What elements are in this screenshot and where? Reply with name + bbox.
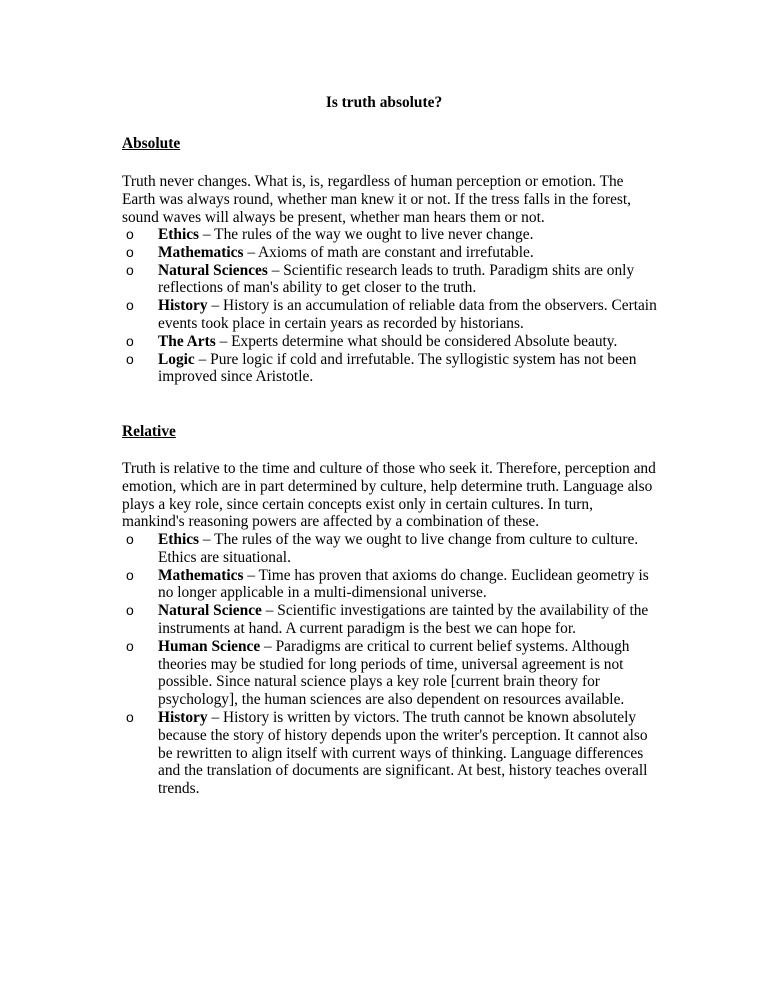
bullet-marker: o: [126, 602, 134, 619]
bullet-text: History is an accumulation of reliable data from the observers. Certain events took place in certain years as recorded by historians.: [158, 297, 657, 332]
bullet-dash: –: [261, 602, 278, 620]
bullet-term: History: [158, 297, 208, 315]
list-item: [122, 333, 657, 351]
bullet-dash: –: [260, 637, 276, 655]
section-heading-relative: Relative: [122, 423, 176, 440]
list-item: [122, 297, 657, 333]
bullet-term: Human Science: [158, 637, 261, 655]
list-item: [122, 638, 657, 709]
bullet-term: Mathematics: [158, 243, 244, 261]
bullet-marker: o: [126, 226, 134, 242]
bullet-text: Paradigms are critical to current belief systems. Although theories may be studied for long periods of time, universal agreement is not possible. Since natural science plays a key role [current brain theory for psychology], the human sciences are also dependent on resources available.: [158, 637, 630, 709]
bullet-list-relative: [122, 531, 657, 798]
bullet-text: Experts determine what should be considered Absolute beauty.: [231, 332, 618, 350]
list-item: [122, 226, 657, 244]
bullet-text: Scientific investigations are tainted by the availability of the instruments at hand. A current paradigm is the best we can hope for.: [158, 602, 649, 637]
bullet-marker: o: [126, 261, 134, 278]
bullet-term: History: [158, 708, 208, 726]
list-item: [122, 602, 657, 638]
bullet-dash: –: [243, 566, 259, 584]
bullet-dash: –: [199, 531, 215, 548]
bullet-marker: o: [126, 531, 134, 547]
bullet-term: Ethics: [158, 531, 200, 548]
bullet-text: Axioms of math are constant and irrefutable.: [258, 243, 534, 261]
bullet-term: Logic: [158, 350, 195, 368]
bullet-text: Scientific research leads to truth. Paradigm shits are only reflections of man's ability to get closer to the truth.: [158, 261, 635, 297]
bullet-marker: o: [126, 637, 134, 654]
document-title: Is truth absolute?: [325, 94, 443, 111]
bullet-dash: –: [243, 243, 259, 261]
section-intro-relative: Truth is relative to the time and culture of those who seek it. Therefore, perception and emotion, which are in part determined by culture, help determine truth. Language also plays a key role, since certain concepts exist only in certain cultures. In turn, mankind's reasoning powers are affected by a combination of these.: [122, 460, 656, 531]
bullet-text: Time has proven that axioms do change. Euclidean geometry is no longer applicable in a multi-dimensional universe.: [158, 566, 649, 602]
bullet-dash: –: [207, 297, 223, 315]
list-item: [122, 531, 657, 567]
list-item: [122, 351, 657, 387]
bullet-marker: o: [126, 350, 134, 367]
bullet-marker: o: [126, 297, 134, 314]
bullet-list-absolute: [122, 226, 657, 386]
bullet-dash: –: [207, 708, 223, 726]
bullet-term: Natural Sciences: [158, 261, 268, 279]
bullet-text: The rules of the way we ought to live never change.: [214, 226, 534, 243]
bullet-term: Ethics: [158, 226, 200, 243]
bullet-dash: –: [194, 350, 211, 368]
bullet-dash: –: [215, 332, 232, 350]
bullet-marker: o: [126, 708, 134, 725]
bullet-term: Natural Science: [158, 602, 262, 620]
list-item: [122, 567, 657, 603]
section-heading-absolute: Absolute: [122, 135, 181, 152]
list-item: [122, 262, 657, 298]
bullet-text: The rules of the way we ought to live change from culture to culture. Ethics are situational.: [158, 531, 639, 566]
list-item: [122, 709, 657, 798]
bullet-term: The Arts: [158, 332, 216, 350]
section-intro-absolute: Truth never changes. What is, is, regardless of human perception or emotion. The Earth was always round, whether man knew it or not. If the tress falls in the forest, sound waves will always be present, whether man hears them or not.: [122, 173, 632, 226]
bullet-dash: –: [199, 226, 215, 243]
bullet-marker: o: [126, 566, 134, 583]
bullet-marker: o: [126, 332, 134, 349]
bullet-text: History is written by victors. The truth cannot be known absolutely because the story of history depends upon the writer's perception. It cannot also be rewritten to align itself with current ways of thinking. Language differences and the translation of documents are significant. At best, history teaches overall trends.: [158, 708, 648, 798]
list-item: [122, 244, 657, 262]
bullet-dash: –: [267, 261, 284, 279]
bullet-text: Pure logic if cold and irrefutable. The syllogistic system has not been improved since Aristotle.: [158, 350, 637, 386]
bullet-term: Mathematics: [158, 566, 244, 584]
bullet-marker: o: [126, 243, 134, 260]
